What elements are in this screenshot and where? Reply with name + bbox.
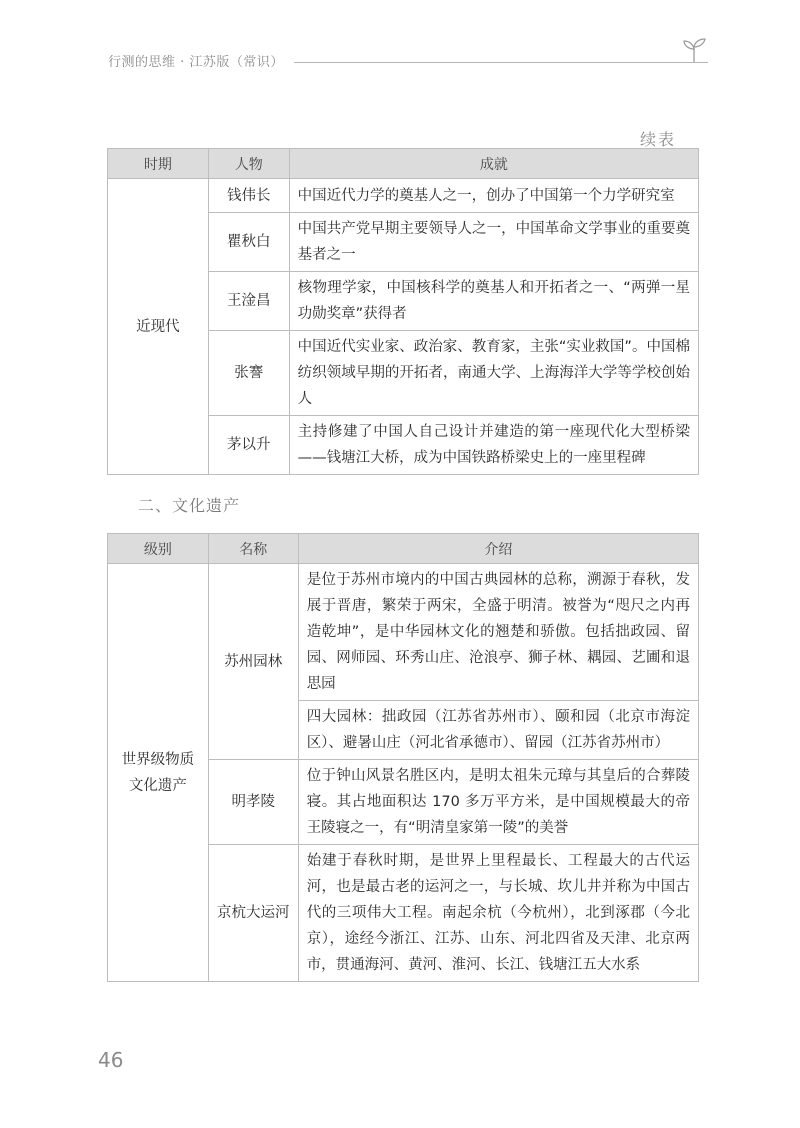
level-cell: 世界级物质文化遗产 bbox=[108, 564, 209, 982]
intro-cell: 位于钟山风景名胜区内，是明太祖朱元璋与其皇后的合葬陵寝。其占地面积达 170 多万平方米，是中国规模最大的帝王陵寝之一，有“明清皇家第一陵”的美誉 bbox=[298, 760, 698, 845]
column-header-name: 名称 bbox=[208, 534, 298, 564]
person-cell: 茅以升 bbox=[208, 416, 289, 475]
intro-cell: 是位于苏州市境内的中国古典园林的总称，溯源于春秋，发展于晋唐，繁荣于两宋，全盛于明清。被誉为“咫尺之内再造乾坤”，是中华园林文化的翘楚和骄傲。包括拙政园、留园、网师园、环秀山庄、沧浪亭、狮子林、耦园、艺圃和退思园 bbox=[298, 564, 698, 701]
column-header-achievement: 成就 bbox=[289, 149, 698, 179]
column-header-intro: 介绍 bbox=[298, 534, 698, 564]
figures-table bbox=[107, 148, 699, 475]
name-cell: 苏州园林 bbox=[208, 564, 298, 760]
person-cell: 钱伟长 bbox=[208, 179, 289, 213]
achievement-cell: 中国近代实业家、政治家、教育家，主张“实业救国”。中国棉纺织领域早期的开拓者，南通大学、上海海洋大学等学校创始人 bbox=[289, 331, 698, 416]
intro-extra-cell: 四大园林：拙政园（江苏省苏州市）、颐和园（北京市海淀区）、避暑山庄（河北省承德市）、留园（江苏省苏州市） bbox=[298, 701, 698, 760]
person-cell: 王淦昌 bbox=[208, 272, 289, 331]
achievement-cell: 中国共产党早期主要领导人之一，中国革命文学事业的重要奠基者之一 bbox=[289, 213, 698, 272]
page-number: 46 bbox=[98, 1048, 124, 1072]
column-header-era: 时期 bbox=[108, 149, 209, 179]
running-header bbox=[108, 50, 708, 70]
name-cell: 明孝陵 bbox=[208, 760, 298, 845]
person-cell: 张謇 bbox=[208, 331, 289, 416]
running-title: 行测的思维 · 江苏版（常识） bbox=[108, 54, 284, 70]
table-header-row bbox=[108, 534, 699, 564]
column-header-person: 人物 bbox=[208, 149, 289, 179]
sprout-icon bbox=[680, 36, 708, 64]
table-header-row bbox=[108, 149, 699, 179]
continued-label: 续表 bbox=[640, 130, 677, 149]
intro-cell: 始建于春秋时期，是世界上里程最长、工程最大的古代运河，也是最古老的运河之一，与长城、坎儿井并称为中国古代的三项伟大工程。南起余杭（今杭州），北到涿郡（今北京），途经今浙江、江苏、山东、河北四省及天津、北京两市，贯通海河、黄河、淮河、长江、钱塘江五大水系 bbox=[298, 845, 698, 982]
person-cell: 瞿秋白 bbox=[208, 213, 289, 272]
era-cell: 近现代 bbox=[108, 179, 209, 475]
achievement-cell: 主持修建了中国人自己设计并建造的第一座现代化大型桥梁——钱塘江大桥，成为中国铁路桥梁史上的一座里程碑 bbox=[289, 416, 698, 475]
heritage-table bbox=[107, 533, 699, 982]
section-heading: 二、文化遗产 bbox=[138, 496, 241, 515]
table-row bbox=[108, 179, 699, 213]
column-header-level: 级别 bbox=[108, 534, 209, 564]
header-rule bbox=[294, 62, 708, 63]
achievement-cell: 核物理学家，中国核科学的奠基人和开拓者之一、“两弹一星功勋奖章”获得者 bbox=[289, 272, 698, 331]
table-row bbox=[108, 564, 699, 701]
achievement-cell: 中国近代力学的奠基人之一，创办了中国第一个力学研究室 bbox=[289, 179, 698, 213]
name-cell: 京杭大运河 bbox=[208, 845, 298, 982]
